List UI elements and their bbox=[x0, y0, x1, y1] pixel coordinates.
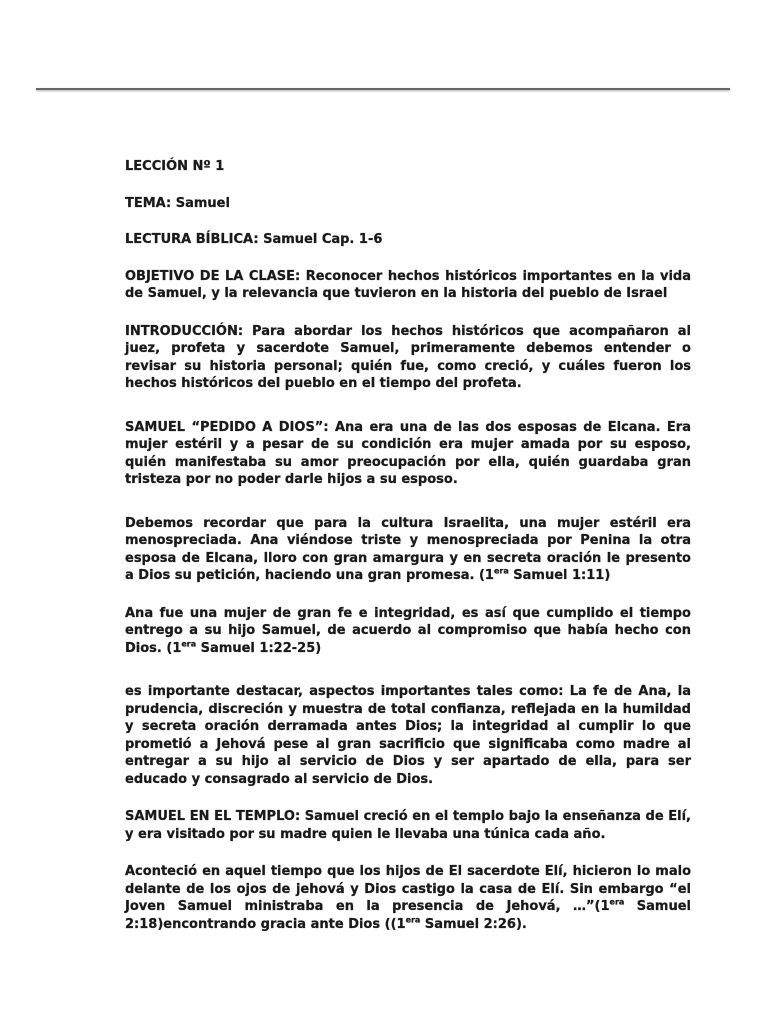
topic-line bbox=[125, 195, 691, 213]
requested-from-god-paragraph bbox=[125, 419, 691, 489]
reading-line bbox=[125, 231, 691, 249]
introduction-label: INTRODUCCIÓN: bbox=[125, 323, 244, 339]
introduction-text: Para abordar los hechos históricos que acompañaron al juez, profeta y sacerdote Samuel, primeramente debemos entender o revisar su historia personal; quién fue, como creció, y cuáles fueron los hechos históricos del pueblo en el tiempo del profeta. bbox=[125, 323, 691, 391]
reading-label: LECTURA BÍBLICA: bbox=[125, 232, 259, 247]
lesson-number: LECCIÓN Nº 1 bbox=[125, 159, 225, 174]
ana-faith-paragraph: Ana fue una mujer de gran fe e integridad, es así que cumplido el tiempo entrego a su hijo Samuel, de acuerdo al compromiso que había hecho con Dios. ($1^{era}$ Samuel 1:22-25) bbox=[125, 605, 691, 656]
introduction-paragraph bbox=[125, 323, 691, 393]
temple-text: Samuel creció en el templo bajo la enseñanza de Elí, y era visitado por su madre quien le llevaba una túnica cada año. bbox=[125, 809, 691, 842]
highlights-paragraph: es importante destacar, aspectos importantes tales como: La fe de Ana, la prudencia, discreción y muestra de total confianza, reflejada en la humildad y secreta oración derramada antes Dios; la integridad al cumplir lo que prometió a Jehová pese al gran sacrificio que significaba como madre al entregar a su hijo al servicio de Dios y ser apartado de ella, para ser educado y consagrado al servicio de Dios. bbox=[125, 684, 691, 787]
topic-value: Samuel bbox=[175, 195, 230, 211]
reading-value: Samuel Cap. 1-6 bbox=[263, 232, 383, 247]
eli-sons-paragraph: Aconteció en aquel tiempo que los hijos de El sacerdote Elí, hicieron lo malo delante de los ojos de jehová y Dios castigo la casa de Elí. Sin embargo “el Joven Samuel ministraba en la presencia de Jehová, $\dots”(1^{era}$ Samuel 2:18)encontrando gracia ante Dios (($1^{era}$ Samuel 2:26). bbox=[125, 864, 691, 932]
temple-label: SAMUEL EN EL TEMPLO: bbox=[125, 809, 301, 824]
requested-text: Ana era una de las dos esposas de Elcana. Era mujer estéril y a pesar de su condición era mujer amada por su esposo, quién manifestaba su amor preocupación por ella, quién guardaba gran tristeza por no poder darle hijos a su esposo. bbox=[125, 419, 691, 487]
objective-paragraph bbox=[125, 268, 691, 303]
header-rule bbox=[36, 88, 730, 90]
objective-label: OBJETIVO DE LA CLASE: bbox=[125, 268, 301, 284]
topic-label: TEMA: bbox=[125, 195, 172, 211]
culture-paragraph: Debemos recordar que para la cultura Israelita, una mujer estéril era menospreciada. Ana viéndose triste y menospreciada por Penina la otra esposa de Elcana, lloro con gran amargura y en secreta oración le presento a Dios su petición, haciendo una gran promesa. ($1^{era}$ Samuel 1:11) bbox=[125, 515, 691, 583]
document-body bbox=[125, 158, 691, 933]
temple-paragraph bbox=[125, 808, 691, 843]
objective-text: Reconocer hechos históricos importantes en la vida de Samuel, y la relevancia que tuvieron en la historia del pueblo de Israel bbox=[125, 268, 692, 301]
requested-label: SAMUEL “PEDIDO A DIOS”: bbox=[125, 419, 329, 435]
